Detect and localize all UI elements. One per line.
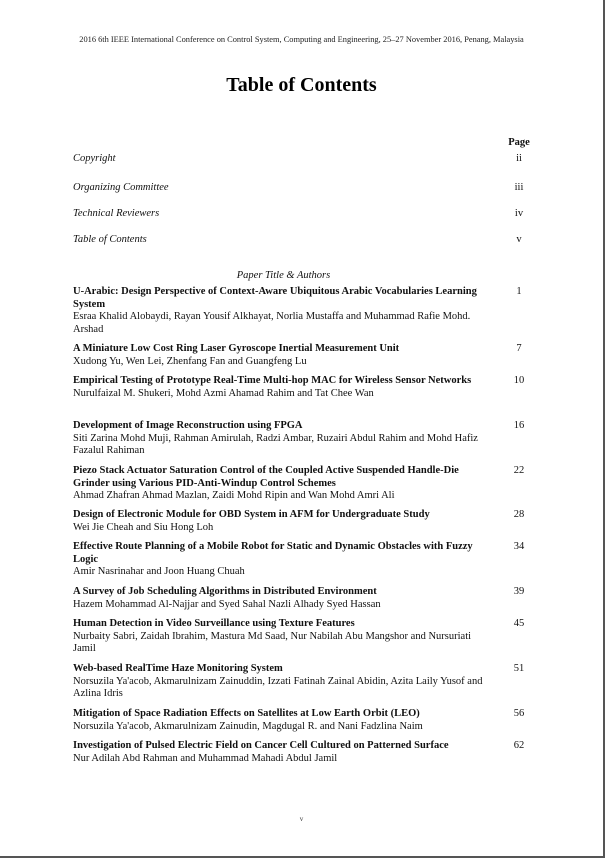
entry-title: Investigation of Pulsed Electric Field on Cancer Cell Cultured on Patterned Surface	[73, 740, 449, 751]
toc-entry[interactable]	[73, 375, 543, 400]
entry-authors: Esraa Khalid Alobaydi, Rayan Yousif Alkhayat, Norlia Mustaffa and Muhammad Rafie Mohd. Arshad	[73, 311, 471, 335]
toc-entry[interactable]	[73, 740, 543, 765]
toc-entry[interactable]	[73, 420, 543, 458]
entry-title: Piezo Stack Actuator Saturation Control of the Coupled Active Suspended Handle-Die Grinder using Various PID-Anti-Windup Control Schemes	[73, 465, 459, 489]
front-matter-page: iii	[514, 182, 524, 193]
entry-authors: Nurbaity Sabri, Zaidah Ibrahim, Mastura Md Saad, Nur Nabilah Abu Mangshor and Nursuriati Jamil	[73, 630, 472, 654]
entry-page: 22	[513, 465, 525, 476]
toc-entry[interactable]	[73, 586, 543, 611]
entry-authors: Ahmad Zhafran Ahmad Mazlan, Zaidi Mohd Ripin and Wan Mohd Amri Ali	[73, 490, 395, 501]
entry-title: Design of Electronic Module for OBD System in AFM for Undergraduate Study	[73, 509, 430, 520]
toc-entry[interactable]	[73, 465, 543, 503]
entry-title: Empirical Testing of Prototype Real-Time Multi-hop MAC for Wireless Sensor Networks	[73, 375, 472, 386]
entry-authors: Xudong Yu, Wen Lei, Zhenfang Fan and Guangfeng Lu	[73, 355, 307, 367]
toc-entry[interactable]	[73, 343, 543, 368]
entry-page: 56	[513, 708, 525, 719]
page-title: Table of Contents	[226, 74, 377, 96]
papers-heading: Paper Title & Authors	[236, 270, 331, 281]
front-matter-page: iv	[514, 208, 524, 219]
running-head: 2016 6th IEEE International Conference on Control System, Computing and Engineering, 25–27 November 2016, Penang, Malaysia	[79, 35, 524, 44]
front-matter-page: ii	[516, 153, 522, 164]
entry-authors: Amir Nasrinahar and Joon Huang Chuah	[73, 566, 245, 577]
entry-page: 62	[513, 740, 525, 751]
page-number: v	[299, 815, 304, 823]
entry-authors: Nur Adilah Abd Rahman and Muhammad Mahadi Abdul Jamil	[73, 752, 338, 764]
entry-authors: Norsuzila Ya'acob, Akmarulnizam Zainudin, Magdugal R. and Nani Fadzlina Naim	[73, 720, 423, 732]
entry-page: 45	[513, 618, 525, 629]
entry-page: 34	[513, 541, 525, 552]
entry-page: 16	[513, 420, 525, 431]
entry-page: 51	[513, 663, 525, 674]
entry-title: Development of Image Reconstruction using FPGA	[73, 420, 303, 431]
entry-title: A Survey of Job Scheduling Algorithms in Distributed Environment	[73, 586, 377, 597]
entry-authors: Norsuzila Ya'acob, Akmarulnizam Zainuddin, Izzati Fatinah Zainal Abidin, Azita Laily Yusof and Azlina Idris	[73, 675, 483, 699]
toc-entry[interactable]	[73, 663, 543, 701]
toc-entry[interactable]	[73, 708, 543, 733]
toc-entry[interactable]	[73, 509, 543, 534]
entry-page: 7	[516, 343, 522, 354]
front-matter-page: v	[516, 234, 522, 245]
page-column-header: Page	[508, 137, 530, 148]
entry-page: 1	[516, 286, 522, 297]
entry-authors: Siti Zarina Mohd Muji, Rahman Amirulah, Radzi Ambar, Ruzairi Abdul Rahim and Mohd Hafiz Fazalul Rahiman	[73, 432, 478, 456]
entry-title: Human Detection in Video Surveillance using Texture Features	[73, 618, 355, 629]
entry-title: Web-based RealTime Haze Monitoring System	[73, 663, 283, 674]
entry-authors: Nurulfaizal M. Shukeri, Mohd Azmi Ahamad Rahim and Tat Chee Wan	[73, 387, 374, 399]
front-matter-label: Technical Reviewers	[73, 208, 160, 219]
front-matter-label: Copyright	[73, 153, 116, 164]
front-matter-label: Organizing Committee	[73, 182, 169, 193]
entry-title: U-Arabic: Design Perspective of Context-Aware Ubiquitous Arabic Vocabularies Learning System	[73, 286, 477, 310]
entry-page: 10	[513, 375, 525, 386]
toc-entry[interactable]	[73, 286, 543, 336]
entry-title: A Miniature Low Cost Ring Laser Gyroscope Inertial Measurement Unit	[73, 343, 400, 354]
entry-page: 28	[513, 509, 525, 520]
entry-authors: Wei Jie Cheah and Siu Hong Loh	[73, 521, 214, 533]
entry-title: Mitigation of Space Radiation Effects on Satellites at Low Earth Orbit (LEO)	[73, 708, 420, 719]
front-matter-label: Table of Contents	[73, 234, 147, 245]
toc-entry[interactable]	[73, 541, 543, 579]
entry-page: 39	[513, 586, 525, 597]
toc-entry[interactable]	[73, 618, 543, 656]
entry-authors: Hazem Mohammad Al-Najjar and Syed Sahal Nazli Alhady Syed Hassan	[73, 598, 381, 610]
entry-title: Effective Route Planning of a Mobile Robot for Static and Dynamic Obstacles with Fuzzy Logic	[73, 541, 473, 565]
